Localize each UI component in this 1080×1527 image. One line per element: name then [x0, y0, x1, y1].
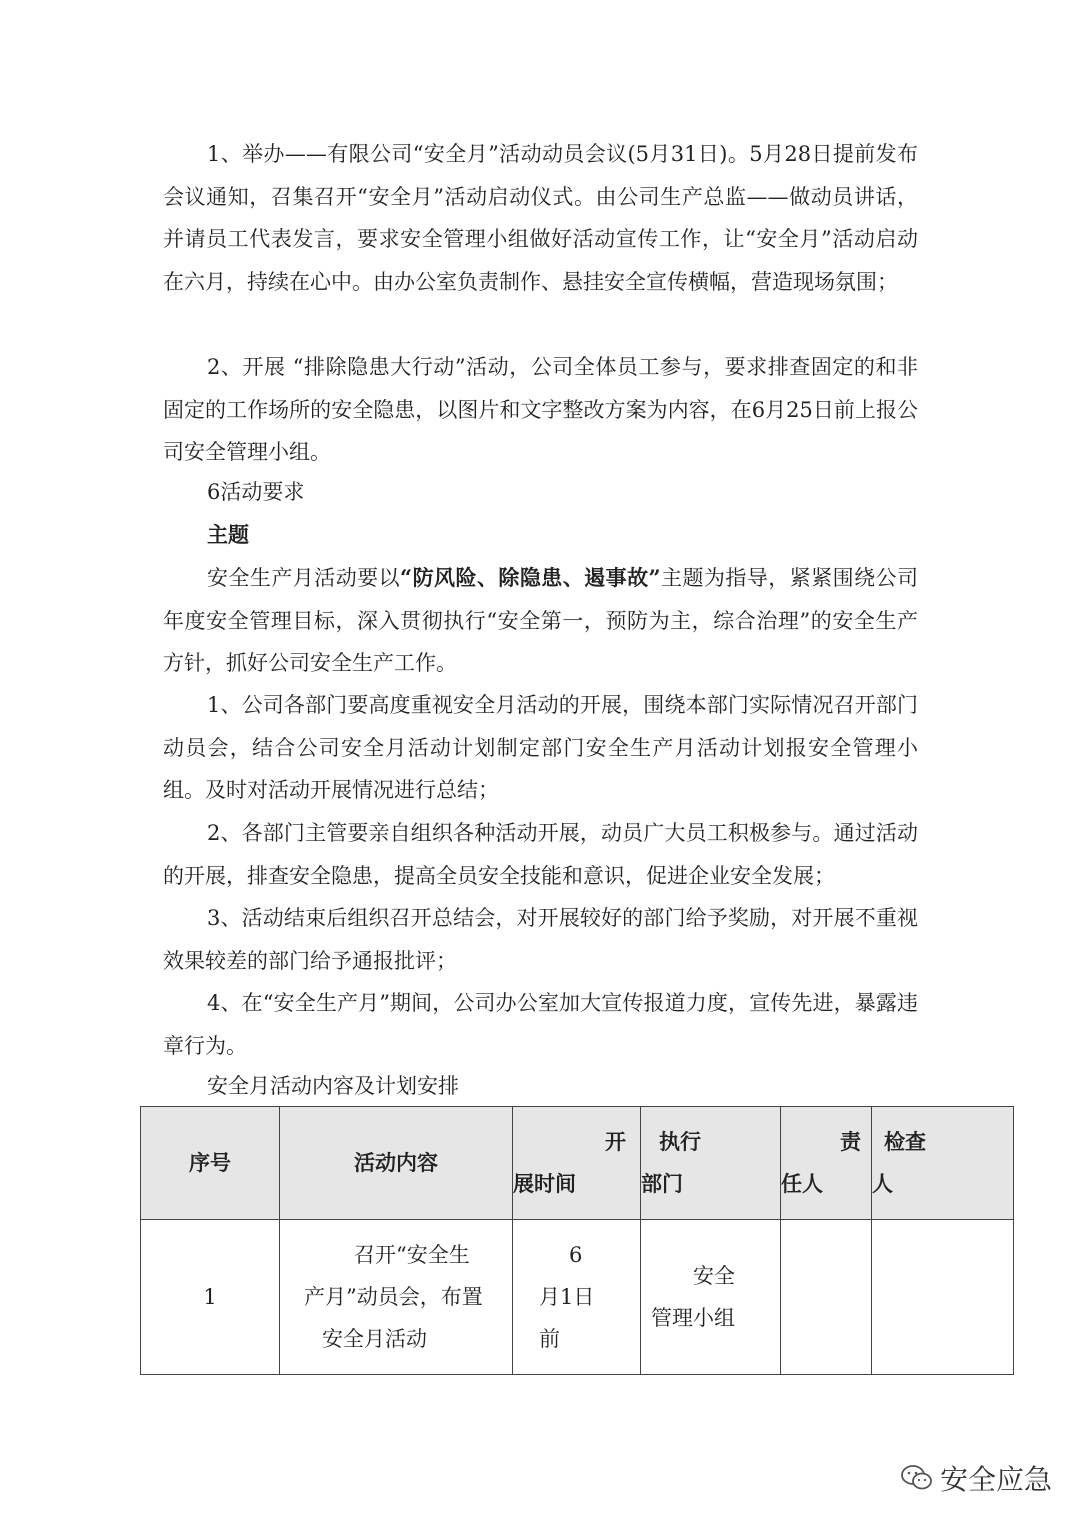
- header-check-line2: 人: [872, 1171, 893, 1196]
- cell-time-line1: 6: [569, 1243, 583, 1267]
- table-header-row: [141, 1107, 1014, 1220]
- header-time-line2: 展时间: [513, 1171, 576, 1196]
- header-content: 活动内容: [280, 1107, 513, 1220]
- cell-time-line3: 前: [539, 1327, 560, 1351]
- header-time: [513, 1107, 641, 1220]
- header-checker: [872, 1107, 1014, 1220]
- cell-checker: [872, 1220, 1014, 1375]
- paragraph-theme: [163, 557, 918, 685]
- cell-dept-line2: 管理小组: [651, 1306, 735, 1330]
- cell-seq: 1: [141, 1220, 280, 1375]
- header-resp-line2: 任人: [781, 1171, 823, 1196]
- table-row: [141, 1220, 1014, 1375]
- header-responsible: [781, 1107, 872, 1220]
- theme-body-text: 主题为指导，紧紧围绕公司年度安全管理目标，深入贯彻执行“安全第一，预防为主，综合治理”的安全生产方针，抓好公司安全生产工作。: [163, 566, 919, 675]
- header-seq: 序号: [141, 1107, 280, 1220]
- cell-dept-line1: 安全: [693, 1264, 735, 1288]
- wechat-icon: [900, 1464, 934, 1492]
- cell-content-line1: 召开“安全生: [354, 1243, 470, 1267]
- cell-dept: [641, 1220, 781, 1375]
- theme-heading: 主题: [207, 522, 249, 547]
- paragraph-hazard-removal: 2、开展 “排除隐患大行动”活动，公司全体员工参与，要求排查固定的和非固定的工作场所的安全隐患，以图片和文字整改方案为内容，在6月25日前上报公司安全管理小组。: [163, 355, 918, 464]
- header-time-line1: 开: [605, 1129, 626, 1154]
- theme-intro-text: 安全生产月活动要以: [207, 566, 401, 590]
- cell-content-line2: 产月”动员会，布置: [304, 1285, 483, 1309]
- cell-content: [280, 1220, 513, 1375]
- table-title: 安全月活动内容及计划安排: [207, 1074, 459, 1098]
- paragraph-requirement-2: 2、各部门主管要亲自组织各种活动开展，动员广大员工积极参与。通过活动的开展，排查安全隐患，提高全员安全技能和意识，促进企业安全发展；: [163, 821, 918, 888]
- watermark: [900, 1458, 1052, 1498]
- cell-content-line3: 安全月活动: [322, 1327, 427, 1351]
- header-dept: [641, 1107, 781, 1220]
- watermark-text: 安全应急: [940, 1463, 1053, 1496]
- paragraph-requirement-1: 1、公司各部门要高度重视安全月活动的开展，围绕本部门实际情况召开部门动员会，结合公司安全月活动计划制定部门安全生产月活动计划报安全管理小组。及时对活动开展情况进行总结；: [163, 693, 918, 802]
- cell-time-line2: 月1日: [539, 1285, 595, 1309]
- paragraph-requirement-4: 4、在“安全生产月”期间，公司办公室加大宣传报道力度，宣传先进，暴露违章行为。: [163, 991, 918, 1058]
- header-check-line1: 检查: [884, 1129, 926, 1154]
- header-dept-line1: 执行: [659, 1129, 701, 1154]
- cell-time: [513, 1220, 641, 1375]
- header-dept-line2: 部门: [641, 1171, 683, 1196]
- paragraph-mobilization-meeting: 1、举办——有限公司“安全月”活动动员会议(5月31日)。5月28日提前发布会议通知，召集召开“安全月”活动启动仪式。由公司生产总监——做动员讲话，并请员工代表发言，要求安全管理小组做好活动宣传工作，让“安全月”活动启动在六月，持续在心中。由办公室负责制作、悬挂安全宣传横幅，营造现场氛围；: [163, 142, 918, 294]
- header-resp-line1: 责: [840, 1129, 861, 1154]
- activity-plan-table: [140, 1106, 1014, 1375]
- paragraph-requirement-3: 3、活动结束后组织召开总结会，对开展较好的部门给予奖励，对开展不重视效果较差的部门给予通报批评；: [163, 906, 918, 973]
- cell-responsible: [781, 1220, 872, 1375]
- section-heading-requirements: 6活动要求: [207, 480, 305, 504]
- theme-slogan: “防风险、除隐患、遏事故”: [400, 565, 661, 590]
